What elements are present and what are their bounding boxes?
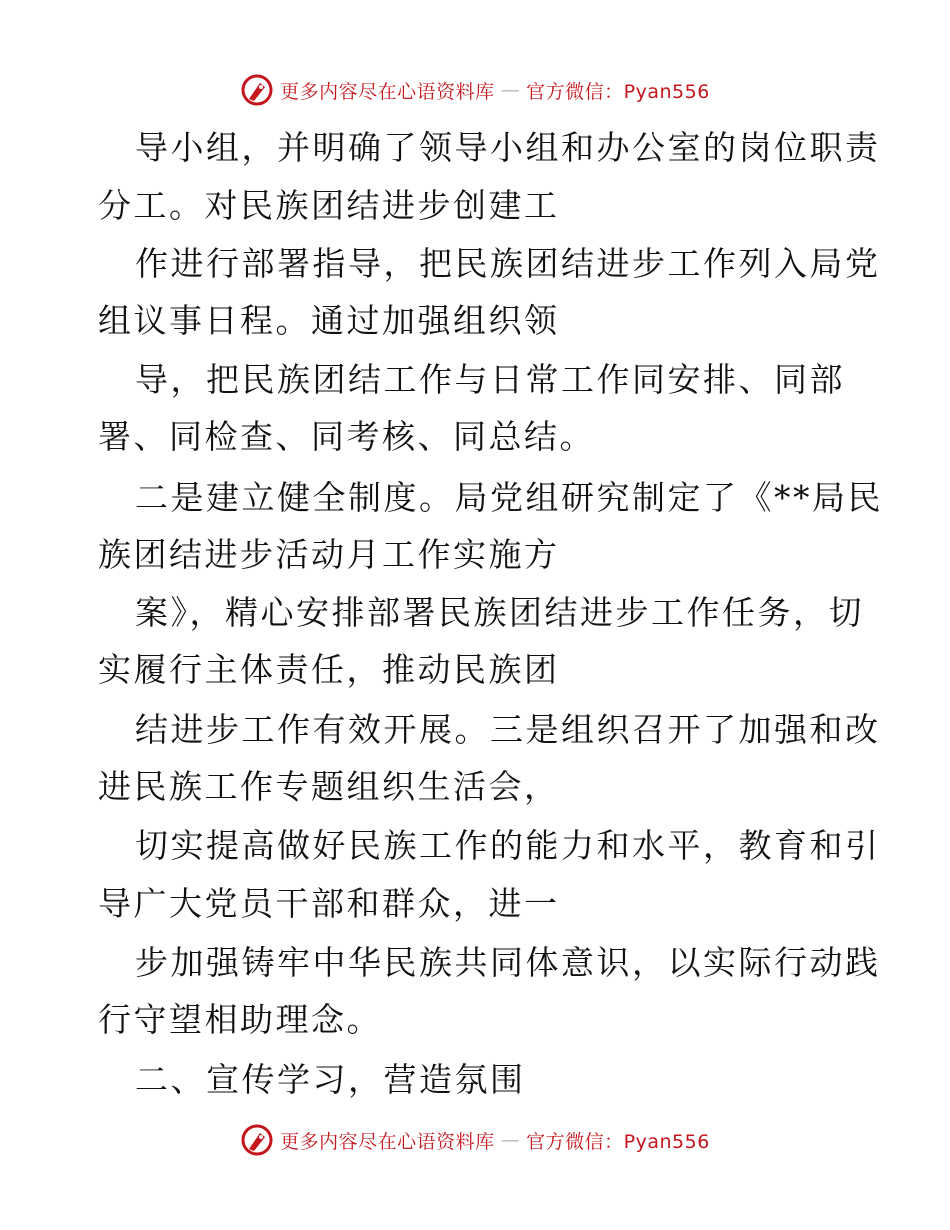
banner-site-text: 更多内容尽在心语资料库 [280,80,495,103]
text-line: 作进行部署指导，把民族团结进步工作列入局党 [135,244,881,283]
footer-banner [0,1120,950,1160]
text-line: 组议事日程。通过加强组织领 [98,301,560,340]
text-line: 导小组，并明确了领导小组和办公室的岗位职责 [135,128,881,167]
pen-nib-logo-icon [240,1123,274,1157]
banner-separator: — [500,79,521,101]
text-line: 分工。对民族团结进步创建工 [98,186,560,225]
banner-separator: — [500,1129,521,1151]
text-line: 署、同检查、同考核、同总结。 [98,417,595,456]
text-line: 结进步工作有效开展。三是组织召开了加强和改 [135,710,881,749]
text-line: 导，把民族团结工作与日常工作同安排、同部 [135,360,845,399]
text-line: 行守望相助理念。 [98,1000,382,1039]
text-line: 步加强铸牢中华民族共同体意识，以实际行动践 [135,943,881,982]
banner-wechat-text: 官方微信：Pyan556 [526,80,710,103]
text-line: 切实提高做好民族工作的能力和水平，教育和引 [135,826,881,865]
text-line: 案》，精心安排部署民族团结进步工作任务，切 [135,593,864,632]
text-line: 二是建立健全制度。局党组研究制定了《**局民 [135,478,883,517]
banner-site-text: 更多内容尽在心语资料库 [280,1130,495,1153]
text-line: 进民族工作专题组织生活会， [98,767,560,806]
section-heading: 二、宣传学习，营造氛围 [135,1060,526,1099]
text-line: 族团结进步活动月工作实施方 [98,535,560,574]
text-line: 实履行主体责任，推动民族团 [98,650,560,689]
text-line: 导广大党员干部和群众，进一 [98,884,560,923]
banner-wechat-text: 官方微信：Pyan556 [526,1130,710,1153]
